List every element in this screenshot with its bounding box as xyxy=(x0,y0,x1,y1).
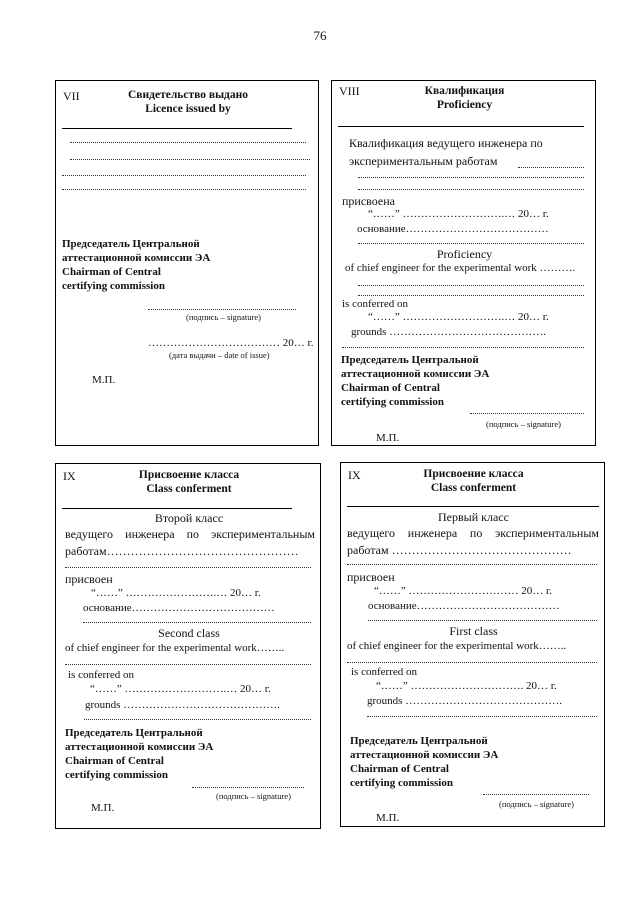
qualification-ru-line1: Квалификация ведущего инженера по xyxy=(349,136,543,150)
chairman-en-2: certifying commission xyxy=(62,280,165,292)
section-title-ru: Присвоение класса xyxy=(423,468,524,480)
fill-line xyxy=(358,243,584,244)
title-underline xyxy=(338,126,584,127)
fill-line xyxy=(62,175,306,176)
chairman-ru-1: Председатель Центральной xyxy=(65,727,203,739)
signature-line xyxy=(148,309,296,310)
section-number: VIII xyxy=(339,84,360,98)
basis-ru: основание………………………………… xyxy=(83,602,275,614)
fill-line xyxy=(347,564,597,565)
signature-caption: (подпись – signature) xyxy=(216,791,291,801)
section-title-ru: Квалификация xyxy=(424,85,505,97)
section-title-en: Proficiency xyxy=(436,99,493,111)
chairman-en-2: certifying commission xyxy=(350,777,453,789)
signature-line xyxy=(470,413,584,414)
fill-line xyxy=(342,347,584,348)
seal-label: М.П. xyxy=(91,802,115,814)
signature-caption: (подпись – signature) xyxy=(499,799,574,809)
date-en: “……” …………………………. 20… г. xyxy=(376,680,557,692)
chairman-en-2: certifying commission xyxy=(65,769,168,781)
fill-line xyxy=(65,664,311,665)
section-title-ru: Присвоение класса xyxy=(138,469,240,481)
signature-line xyxy=(483,794,589,795)
box-proficiency xyxy=(331,80,596,446)
grounds-en: grounds ……………………………………. xyxy=(367,695,562,707)
class-ru: Первый класс xyxy=(438,510,509,524)
qualification-en: of chief engineer for the experimental work ………. xyxy=(345,262,576,274)
chairman-ru-2: аттестационной комиссии ЭА xyxy=(350,749,499,761)
signature-caption: (подпись – signature) xyxy=(186,312,261,322)
date-en: “……” ……………………….… 20… г. xyxy=(368,311,549,323)
class-ru-line2: работам ……………………………………… xyxy=(347,543,572,557)
signature-line xyxy=(192,787,304,788)
seal-label: М.П. xyxy=(376,812,400,824)
section-number: IX xyxy=(63,469,76,483)
section-number: VII xyxy=(63,89,80,103)
fill-line xyxy=(358,295,584,296)
fill-line xyxy=(84,719,311,720)
chairman-en-1: Chairman of Central xyxy=(62,266,161,278)
date-line: ……………………………… 20… г. xyxy=(148,337,314,349)
section-title-ru: Свидетельство выдано xyxy=(128,89,248,101)
chairman-en-1: Chairman of Central xyxy=(65,755,164,767)
chairman-ru-2: аттестационной комиссии ЭА xyxy=(65,741,214,753)
date-ru: “……” …………………….… 20… г. xyxy=(91,587,261,599)
class-ru-line1: ведущего инженера по экспериментальным xyxy=(65,527,315,541)
fill-line xyxy=(347,662,597,663)
fill-line xyxy=(367,716,597,717)
section-number: IX xyxy=(348,468,361,482)
seal-label: М.П. xyxy=(92,374,116,386)
chairman-ru-1: Председатель Центральной xyxy=(341,354,479,366)
fill-line xyxy=(368,620,597,621)
title-underline xyxy=(62,128,292,129)
basis-ru: основание………………………………… xyxy=(357,223,549,235)
date-ru: “……” ………………………… 20… г. xyxy=(374,585,553,597)
class-en-line: of chief engineer for the experimental work…….. xyxy=(347,640,567,652)
class-en: Second class xyxy=(158,626,220,640)
assigned-ru: присвоена xyxy=(342,194,395,208)
conferred-en: is conferred on xyxy=(351,666,417,678)
class-en-line: of chief engineer for the experimental work…….. xyxy=(65,642,285,654)
date-en: “……” ……………………….… 20… г. xyxy=(90,683,271,695)
box-class-conferment-second xyxy=(55,463,321,829)
title-underline xyxy=(62,508,292,509)
chairman-ru-1: Председатель Центральной xyxy=(350,735,488,747)
fill-line xyxy=(518,167,584,168)
section-title-en: Class conferment xyxy=(430,482,517,494)
class-ru-line2: работам………………………………………… xyxy=(65,544,299,558)
conferred-en: is conferred on xyxy=(342,298,408,310)
chairman-ru-2: аттестационной комиссии ЭА xyxy=(62,252,211,264)
section-title-en: Licence issued by xyxy=(145,103,231,115)
date-caption: (дата выдачи – date of issue) xyxy=(169,350,270,360)
fill-line xyxy=(65,567,311,568)
class-ru-line1: ведущего инженера по экспериментальным xyxy=(347,526,599,540)
fill-line xyxy=(358,285,584,286)
fill-line xyxy=(70,159,310,160)
conferred-en: is conferred on xyxy=(68,669,134,681)
box-licence-issued xyxy=(55,80,319,446)
signature-caption: (подпись – signature) xyxy=(486,419,561,429)
chairman-en-2: certifying commission xyxy=(341,396,444,408)
title-underline xyxy=(347,506,599,507)
page-number: 76 xyxy=(313,28,327,43)
grounds-en: grounds ……………………………………. xyxy=(351,326,546,338)
chairman-en-1: Chairman of Central xyxy=(341,382,440,394)
chairman-en-1: Chairman of Central xyxy=(350,763,449,775)
assigned-ru: присвоен xyxy=(347,570,395,584)
chairman-ru-1: Председатель Центральной xyxy=(62,238,200,250)
section-title-en: Class conferment xyxy=(146,483,232,495)
basis-ru: основание………………………………… xyxy=(368,600,560,612)
fill-line xyxy=(70,142,306,143)
grounds-en: grounds ……………………………………. xyxy=(85,699,280,711)
assigned-ru: присвоен xyxy=(65,572,113,586)
class-en: First class xyxy=(449,624,498,638)
fill-line xyxy=(62,189,306,190)
proficiency-en: Proficiency xyxy=(436,247,493,261)
date-ru: “……” ……………………….… 20… г. xyxy=(368,208,549,220)
chairman-ru-2: аттестационной комиссии ЭА xyxy=(341,368,490,380)
fill-line xyxy=(358,177,584,178)
box-class-conferment-first xyxy=(340,462,605,827)
qualification-ru-line2: экспериментальным работам xyxy=(349,154,498,168)
seal-label: М.П. xyxy=(376,432,400,444)
class-ru: Второй класс xyxy=(154,511,224,525)
fill-line xyxy=(83,622,311,623)
fill-line xyxy=(358,189,584,190)
